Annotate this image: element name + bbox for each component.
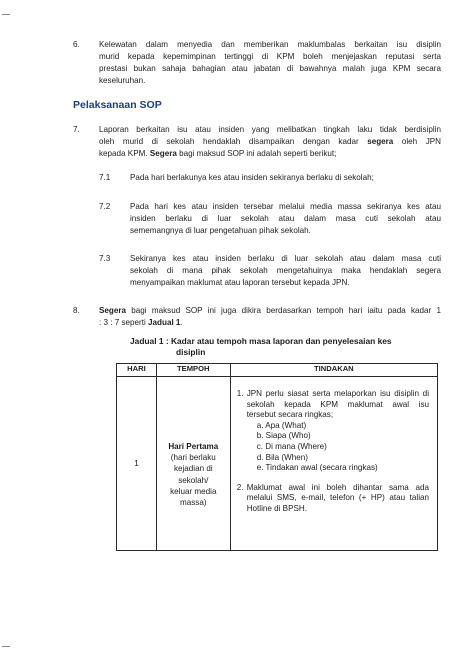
action-item-1: 1. JPN perlu siasat serta melaporkan isu disiplin di sekolah kepada KPM maklumat awal isu tersebut secara ringkas; a. Apa (What) b. Siapa (Who) c. Di mana (Where) d. Bila (When) e. Tindakan awal (secara ringkas) <box>236 389 429 473</box>
action-item-2: 2. Maklumat awal ini boleh dihantar sama ada melalui SMS, e-mail, telefon (+ HP) atau talian Hotline di BPSH. <box>236 482 429 513</box>
para7-number: 7. <box>73 125 80 134</box>
subitem-what: a. Apa (What) <box>256 420 307 430</box>
action-line: melalui SMS, e-mail, telefon (+ HP) atau talian <box>246 493 429 503</box>
item-line: Pada hari berlakunya kes atau insiden sekiranya berlaku di sekolah; <box>130 173 374 182</box>
period-line: (hari berlaku <box>170 453 216 463</box>
subitem-when: d. Bila (When) <box>256 452 308 462</box>
para8-line: : 3 : 7 seperti Jadual 1. <box>99 318 183 327</box>
item-line: sememangnya di luar pengetahuan pihak sekolah. <box>130 226 311 235</box>
action-line: tersebut secara ringkas; <box>246 410 334 420</box>
para7-line: Laporan berkaitan isu atau insiden yang melibatkan tingkah laku tidak berdisiplin <box>99 125 441 134</box>
item-line: Pada hari kes atau insiden tersebar melalui media massa sekiranya kes atau <box>130 202 441 211</box>
table-title: Jadual 1 : Kadar atau tempoh masa laporan dan penyelesaian kes <box>130 336 392 346</box>
table-header-row <box>117 364 438 377</box>
para8-number: 8. <box>73 306 80 315</box>
para6-number: 6. <box>73 40 80 49</box>
item-number: 7.3 <box>99 254 111 263</box>
para6-line: Kelewatan dalam menyedia dan memberikan maklumbalas berkaitan isu disiplin <box>99 40 441 49</box>
para6-line: prestasi bukan sahaja bahagian atau jabatan di bawahnya malah juga KPM secara <box>99 64 441 73</box>
para6-line: murid kepada kepemimpinan tertinggi di KPM boleh menjejaskan reputasi serta <box>99 52 441 61</box>
subitem-action: e. Tindakan awal (secara ringkas) <box>256 463 378 473</box>
action-line: sekolah kepada KPM maklumat awal isu <box>246 399 429 409</box>
item-number: 7.1 <box>99 173 111 182</box>
section-heading: Pelaksanaan SOP <box>73 99 162 111</box>
sop-timeline-table <box>116 363 438 551</box>
action-line: Maklumat awal ini boleh dihantar sama ada <box>246 482 429 492</box>
item-line: insiden berlaku di luar sekolah atau dalam masa cuti sekolah atau <box>130 214 441 223</box>
period-title: Hari Pertama <box>168 442 219 451</box>
header-hari: HARI <box>117 364 157 377</box>
item-line: sekolah di mana pihak sekolah mengetahuinya maka hendaklah segera <box>130 266 441 275</box>
header-tindakan: TINDAKAN <box>230 364 437 377</box>
subitem-who: b. Siapa (Who) <box>256 431 311 441</box>
period-line: sekolah/ <box>178 475 209 485</box>
action-line: JPN perlu siasat serta melaporkan isu disiplin di <box>246 389 429 398</box>
period-line: keluar media <box>170 486 217 496</box>
header-tempoh: TEMPOH <box>156 364 230 377</box>
para7-line: oleh murid di sekolah hendaklah disampaikan dengan kadar segera oleh JPN <box>99 137 442 146</box>
item-line: Sekiranya kes atau insiden berlaku di luar sekolah atau dalam masa cuti <box>130 254 441 263</box>
item-number: 7.2 <box>99 202 111 211</box>
day-cell: 1 <box>117 377 157 551</box>
para7-line: kepada KPM. Segera bagi maksud SOP ini adalah seperti berikut; <box>99 149 337 158</box>
action-line: Hotline di BPSH. <box>246 503 307 513</box>
table-title-continued: disiplin <box>176 347 206 357</box>
period-line: kejadian di <box>173 464 213 474</box>
corner-mark-bottom <box>2 646 10 647</box>
item-line: menyampaikan maklumat atau laporan tersebut kepada JPN. <box>130 278 350 287</box>
corner-mark-top <box>2 14 10 15</box>
action-cell <box>230 377 437 551</box>
subitem-where: c. Di mana (Where) <box>256 441 327 451</box>
para6-line: keseluruhan. <box>99 76 146 85</box>
table-row <box>117 377 438 551</box>
period-line: massa) <box>180 498 207 508</box>
para8-line: Segera bagi maksud SOP ini juga dikira berdasarkan tempoh hari iaitu pada kadar 1 <box>99 306 441 315</box>
period-cell <box>156 377 230 551</box>
